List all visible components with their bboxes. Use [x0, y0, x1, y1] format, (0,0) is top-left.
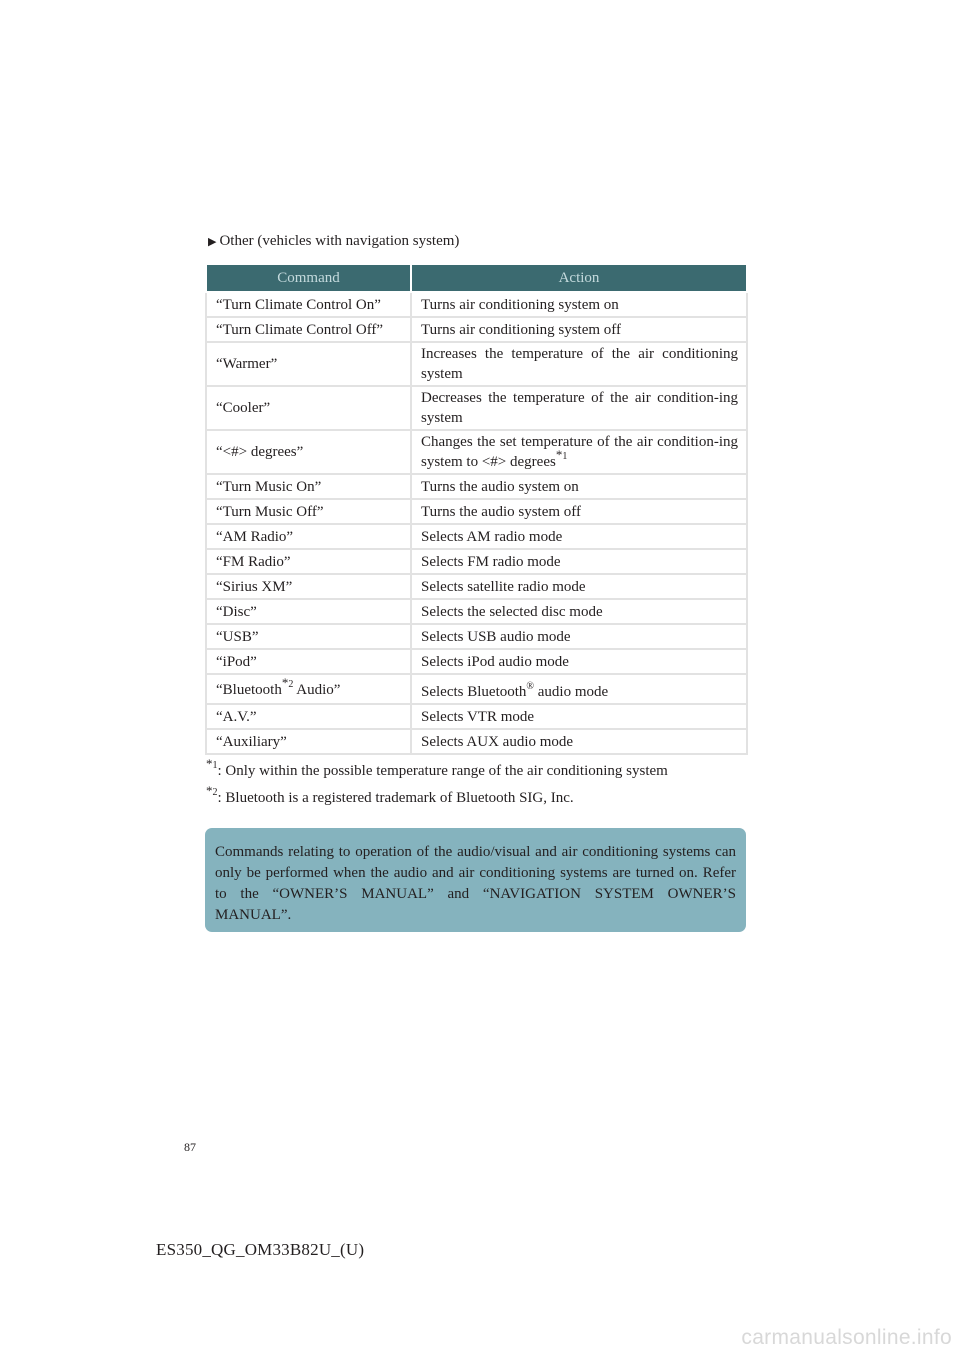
table-row [206, 729, 747, 754]
column-header-command: Command [206, 264, 411, 292]
footnote-mark [206, 783, 218, 798]
command-cell: “Turn Music Off” [206, 499, 411, 524]
table-row [206, 342, 747, 386]
action-cell [411, 674, 747, 704]
command-cell: “Sirius XM” [206, 574, 411, 599]
table-row [206, 474, 747, 499]
table-row [206, 386, 747, 430]
asterisk-mark: * [206, 756, 213, 771]
command-text-suffix: Audio” [293, 682, 341, 698]
command-cell [206, 674, 411, 704]
asterisk-mark: * [281, 675, 289, 690]
table-row [206, 704, 747, 729]
section-heading-text: Other (vehicles with navigation system) [219, 233, 460, 249]
table-row [206, 674, 747, 704]
action-cell: Selects iPod audio mode [411, 649, 747, 674]
command-cell: “Cooler” [206, 386, 411, 430]
command-cell: “iPod” [206, 649, 411, 674]
action-cell: Selects AUX audio mode [411, 729, 747, 754]
footnote-1 [206, 756, 668, 780]
command-cell: “Turn Music On” [206, 474, 411, 499]
action-cell: Turns the audio system off [411, 499, 747, 524]
footnote-number: 1 [212, 760, 218, 771]
command-cell: “AM Radio” [206, 524, 411, 549]
footnote-number: 2 [212, 787, 218, 798]
asterisk-mark: * [555, 447, 563, 462]
note-text: Commands relating to operation of the audio/visual and air conditioning systems can only be performed when the audio and air conditioning systems are turned on. Refer to the “OWNER’S MANUAL” and “NAVIGATION SYSTEM OWNER’S MANUAL”. [215, 844, 736, 923]
footnote-text: : Bluetooth is a registered trademark of Bluetooth SIG, Inc. [217, 790, 574, 806]
command-cell: “Turn Climate Control Off” [206, 317, 411, 342]
command-cell: “FM Radio” [206, 549, 411, 574]
section-heading [208, 232, 459, 251]
footnote-ref-1 [555, 447, 568, 462]
action-cell: Selects satellite radio mode [411, 574, 747, 599]
table-row [206, 549, 747, 574]
table-row [206, 599, 747, 624]
document-code: ES350_QG_OM33B82U_(U) [156, 1240, 365, 1259]
triangle-right-icon: ▶ [208, 236, 217, 248]
footnote-text: : Only within the possible temperature range of the air conditioning system [217, 763, 668, 779]
action-cell: Selects USB audio mode [411, 624, 747, 649]
table-row [206, 317, 747, 342]
command-cell: “<#> degrees” [206, 430, 411, 474]
action-cell: Selects FM radio mode [411, 549, 747, 574]
action-text: Changes the set temperature of the air condition-ing system to <#> degrees [421, 434, 738, 470]
command-cell: “A.V.” [206, 704, 411, 729]
action-text-suffix: audio mode [534, 684, 609, 700]
voice-command-table [205, 263, 748, 755]
table-row [206, 649, 747, 674]
footnote-2 [206, 783, 574, 807]
action-cell [411, 430, 747, 474]
watermark-text: carmanualsonline.info [741, 1326, 952, 1349]
command-text: “Bluetooth [216, 682, 282, 698]
table-row [206, 624, 747, 649]
column-header-action: Action [411, 264, 747, 292]
action-cell: Selects the selected disc mode [411, 599, 747, 624]
command-cell: “Turn Climate Control On” [206, 292, 411, 317]
note-box [205, 828, 746, 932]
registered-mark: ® [526, 681, 535, 692]
footnote-ref-2 [281, 675, 294, 690]
action-cell: Selects AM radio mode [411, 524, 747, 549]
action-cell: Increases the temperature of the air conditioning system [411, 342, 747, 386]
table-row [206, 499, 747, 524]
action-cell: Decreases the temperature of the air condition-ing system [411, 386, 747, 430]
command-cell: “Auxiliary” [206, 729, 411, 754]
action-cell: Turns air conditioning system on [411, 292, 747, 317]
table-row [206, 524, 747, 549]
action-cell: Turns the audio system on [411, 474, 747, 499]
table-header-row [206, 264, 747, 292]
table-row [206, 574, 747, 599]
action-cell: Turns air conditioning system off [411, 317, 747, 342]
action-cell: Selects VTR mode [411, 704, 747, 729]
command-cell: “USB” [206, 624, 411, 649]
action-text: Selects Bluetooth [421, 684, 527, 700]
table-row [206, 292, 747, 317]
footnote-number: 2 [288, 679, 294, 690]
footnote-number: 1 [562, 451, 568, 462]
command-cell: “Disc” [206, 599, 411, 624]
command-cell: “Warmer” [206, 342, 411, 386]
footnote-mark [206, 756, 218, 771]
table-row [206, 430, 747, 474]
page-number: 87 [184, 1140, 196, 1154]
asterisk-mark: * [206, 783, 213, 798]
